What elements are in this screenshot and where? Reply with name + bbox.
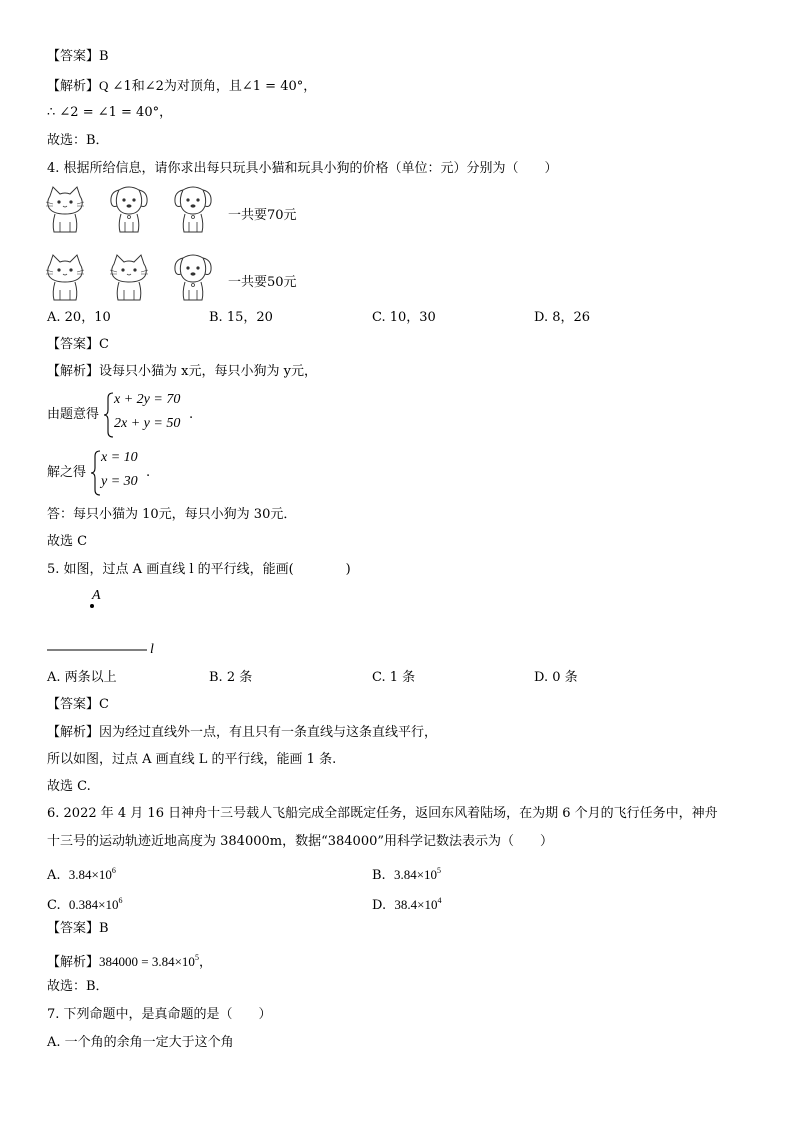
option-letter: C. [47, 898, 61, 913]
q6-option-d [372, 892, 441, 915]
q6-option-a [47, 862, 116, 885]
option-letter: B. [372, 868, 386, 883]
system-period: . [189, 407, 194, 422]
option-exponent: 4 [437, 896, 442, 905]
row1-total-label: 一共要70元 [228, 208, 297, 223]
equation-2: 2x + y = 50 [114, 416, 181, 431]
option-exponent: 6 [111, 866, 116, 875]
q4-analysis: 【解析】设每只小猫为 x元，每只小狗为 y元， [47, 364, 317, 379]
solve-prefix: 解之得 [47, 465, 87, 480]
option-letter: D. [372, 898, 387, 913]
analysis-comma: ， [198, 955, 212, 970]
solution-period: . [146, 465, 151, 480]
q6-option-c [47, 892, 122, 915]
q5-question: 5. 如图，过点 A 画直线 l 的平行线，能画( ) [47, 562, 351, 577]
q4-option-d: D. 8，26 [534, 310, 591, 325]
option-base: 3.84×10 [68, 867, 112, 882]
cat-toy-icon [108, 254, 150, 302]
dog-toy-icon [172, 184, 214, 234]
q4-reply: 答：每只小猫为 10元，每只小狗为 30元． [47, 507, 297, 522]
analysis-tag: 【解析】 [47, 955, 100, 970]
q6-analysis [47, 949, 212, 972]
option-base: 3.84×10 [393, 867, 438, 882]
q5-option-b: B. 2 条 [209, 670, 253, 685]
q6-answer: 【答案】B [47, 921, 109, 936]
q7-option-a: A. 一个角的余角一定大于这个角 [47, 1035, 234, 1050]
q4-question: 4. 根据所给信息，请你求出每只玩具小猫和玩具小狗的价格（单位：元）分别为（ ） [47, 161, 558, 176]
equation-1: x + 2y = 70 [114, 392, 181, 407]
left-brace-icon [91, 450, 101, 496]
q4-answer: 【答案】C [47, 337, 109, 352]
q5-choose: 故选 C. [47, 779, 91, 794]
option-exponent: 5 [437, 866, 442, 875]
analysis-text: ∠1和∠2为对顶角，且∠1 = 40°， [112, 79, 317, 94]
analysis-tag: 【解析】 [47, 79, 100, 94]
solution-y: y = 30 [101, 474, 138, 489]
option-letter: A. [47, 868, 61, 883]
system-prefix: 由题意得 [47, 407, 100, 422]
left-brace-icon [104, 392, 114, 438]
analysis-expression: 384000 = 3.84×10 [99, 954, 195, 969]
cat-toy-icon [44, 254, 86, 302]
option-base: 38.4×10 [394, 897, 438, 912]
q4-option-c: C. 10，30 [372, 310, 436, 325]
q6-question-line2: 十三号的运动轨迹近地高度为 384000m，数据“384000”用科学记数法表示为（ ） [47, 834, 554, 849]
q3-answer: 【答案】B [47, 49, 109, 64]
q5-option-c: C. 1 条 [372, 670, 416, 685]
q6-question-line1: 6. 2022 年 4 月 16 日神舟十三号载人飞船完成全部既定任务，返回东风着陆场，在为期 6 个月的飞行任务中，神舟 [47, 806, 718, 821]
q3-choose: 故选：B． [47, 133, 109, 148]
q3-analysis-line1 [47, 77, 316, 96]
line-l-label: l [150, 642, 154, 657]
q5-option-d: D. 0 条 [534, 670, 578, 685]
q5-option-a: A. 两条以上 [47, 670, 117, 685]
because-symbol: Q [99, 78, 109, 93]
q4-option-b: B. 15，20 [209, 310, 273, 325]
q5-analysis: 【解析】因为经过直线外一点，有且只有一条直线与这条直线平行， [47, 725, 438, 740]
q7-question: 7. 下列命题中，是真命题的是（ ） [47, 1007, 272, 1022]
row2-total-label: 一共要50元 [228, 275, 297, 290]
analysis-exponent: 5 [194, 953, 199, 962]
solution-x: x = 10 [101, 450, 138, 465]
dog-toy-icon [172, 252, 214, 302]
line-l [47, 649, 147, 651]
cat-toy-icon [44, 186, 86, 234]
q3-analysis-line2: ∴ ∠2 = ∠1 = 40°， [47, 105, 173, 120]
q6-choose: 故选：B． [47, 979, 109, 994]
q6-option-b [372, 862, 441, 885]
option-exponent: 6 [118, 896, 123, 905]
q5-answer: 【答案】C [47, 697, 109, 712]
point-a-label: A [92, 588, 101, 603]
dog-toy-icon [108, 184, 150, 234]
q5-analysis-2: 所以如图，过点 A 画直线 L 的平行线，能画 1 条. [47, 752, 337, 767]
q4-option-a: A. 20，10 [47, 310, 111, 325]
option-base: 0.384×10 [68, 897, 119, 912]
q4-choose: 故选 C [47, 534, 88, 549]
